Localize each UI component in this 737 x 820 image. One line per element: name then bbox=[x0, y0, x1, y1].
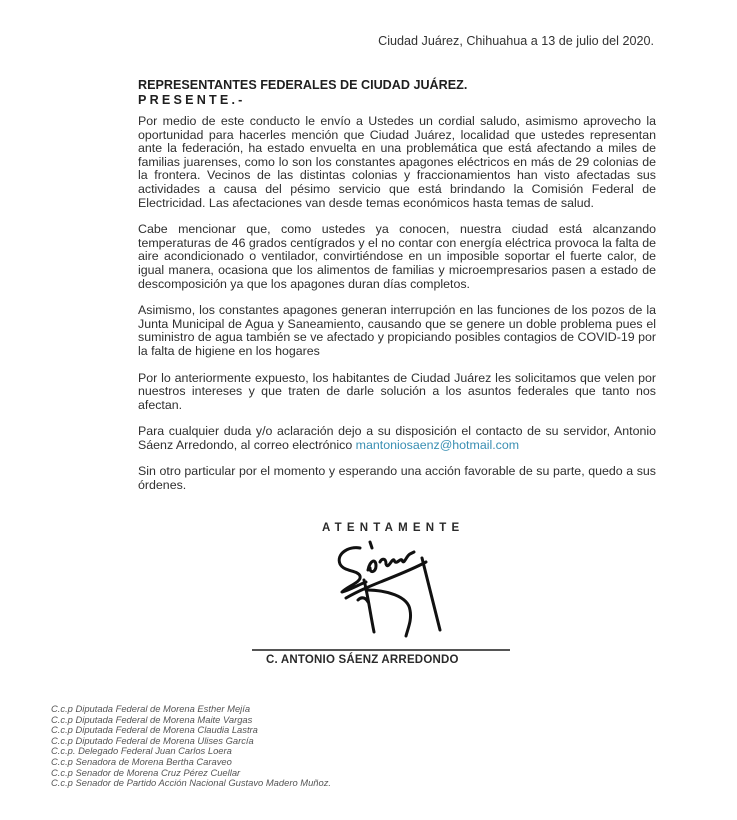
addressee: REPRESENTANTES FEDERALES DE CIUDAD JUÁREZ. bbox=[138, 78, 468, 92]
cc-list bbox=[51, 704, 331, 789]
signature-image bbox=[330, 540, 450, 650]
salutation: PRESENTE.- bbox=[138, 93, 246, 107]
paragraph-closing: Sin otro particular por el momento y esperando una acción favorable de su parte, quedo a sus órdenes. bbox=[138, 464, 656, 493]
paragraph-contact bbox=[138, 425, 656, 452]
email-link[interactable]: mantoniosaenz@hotmail.com bbox=[355, 437, 520, 452]
paragraph-intro: Por medio de este conducto le envío a Ustedes un cordial saludo, asimismo aprovecho la oportunidad para hacerles mención que Ciudad Juárez, localidad que ustedes representan ante la federación, ha estado envuelta en una problemática que está afectando a miles de familias juarenses, como lo son los constantes apagones eléctricos en más de 29 colonias de la frontera. Vecinos de las distintas colonias y fraccionamientos han visto afectadas sus actividades a causa del pésimo servicio que está brindando la Comisión Federal de Electricidad. Las afectaciones van desde temas económicos hasta temas de salud. bbox=[138, 114, 656, 210]
cc-item: C.c.p. Delegado Federal Juan Carlos Loera bbox=[51, 745, 232, 757]
cc-item: C.c.p Diputada Federal de Morena Esther Mejía bbox=[51, 703, 251, 714]
paragraph-water: Asimismo, los constantes apagones generan interrupción en las funciones de los pozos de la Junta Municipal de Agua y Saneamiento, causando que se genere un doble problema pues el suministro de agua también se ve afectado y propiciando posibles contagios de COVID-19 por la falta de higiene en los hogares bbox=[138, 303, 656, 358]
cc-item: C.c.p Senadora de Morena Bertha Caraveo bbox=[51, 755, 232, 767]
cc-item: C.c.p Senador de Morena Cruz Pérez Cuellar bbox=[51, 766, 241, 778]
signature-line bbox=[252, 649, 510, 651]
date-line: Ciudad Juárez, Chihuahua a 13 de julio del 2020. bbox=[378, 34, 654, 48]
paragraph-heat: Cabe mencionar que, como ustedes ya conocen, nuestra ciudad está alcanzando temperaturas de 46 grados centígrados y el no contar con energía eléctrica provoca la falta de aire acondicionado o ventilador, convirtiéndose en un imposible soportar el fuerte calor, de igual manera, ocasiona que los alimentos de familias y microempresarios pasen a estado de descomposición ya que los apagones duran días completos. bbox=[138, 222, 656, 291]
contact-text: Para cualquier duda y/o aclaración dejo a su disposición el contacto de su servidor, Antonio Sáenz Arredondo, al correo electrónico bbox=[138, 424, 656, 452]
cc-item: C.c.p Senador de Partido Acción Nacional Gustavo Madero Muñoz. bbox=[51, 777, 332, 789]
signer-name: C. ANTONIO SÁENZ ARREDONDO bbox=[266, 654, 459, 666]
paragraph-request: Por lo anteriormente expuesto, los habitantes de Ciudad Juárez les solicitamos que velen por nuestros intereses y que traten de darle solución a los asuntos federales que tanto nos afectan. bbox=[138, 370, 656, 412]
cc-item: C.c.p Diputada Federal de Morena Claudia Lastra bbox=[51, 724, 258, 736]
cc-item: C.c.p Diputada Federal de Morena Maite Vargas bbox=[51, 713, 253, 725]
cc-item: C.c.p Diputado Federal de Morena Ulises García bbox=[51, 734, 254, 746]
letter-body bbox=[138, 78, 656, 493]
closing-label: ATENTAMENTE bbox=[322, 522, 465, 534]
